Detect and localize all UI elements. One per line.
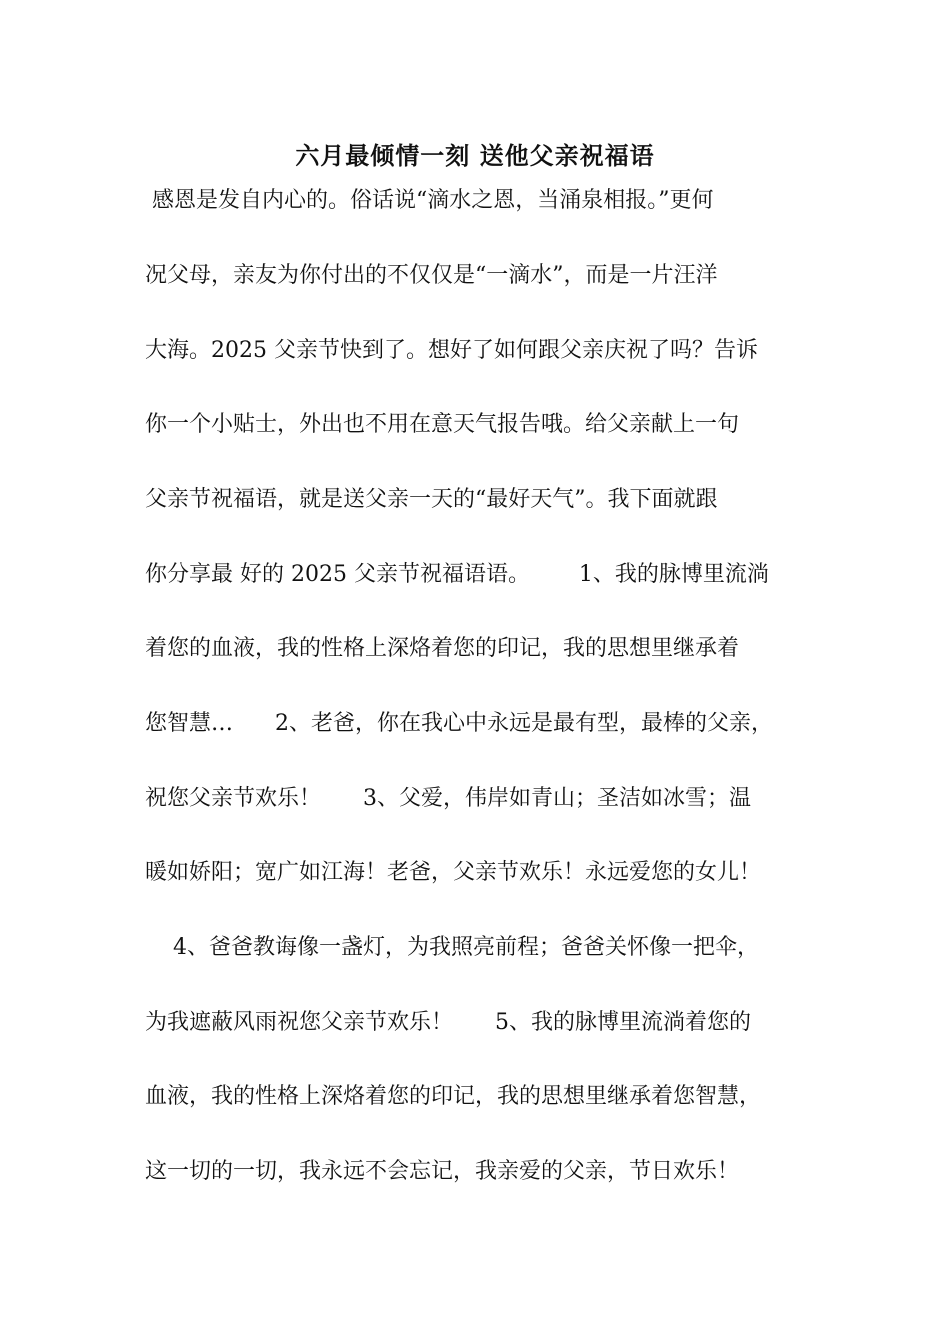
body-line-4: 你一个小贴士，外出也不用在意天气报告哦。给父亲献上一句 (145, 412, 740, 437)
body-line-2: 况父母，亲友为你付出的不仅仅是“一滴水”，而是一片汪洋 (145, 263, 718, 288)
body-line-3: 大海。2025 父亲节快到了。想好了如何跟父亲庆祝了吗？告诉 (145, 338, 758, 363)
body-line-12: 为我遮蔽风雨祝您父亲节欢乐！ 5、我的脉博里流淌着您的 (145, 1010, 751, 1035)
body-line-9: 祝您父亲节欢乐！ 3、父爱，伟岸如青山；圣洁如冰雪；温 (145, 786, 751, 811)
body-line-8: 您智慧… 2、老爸，你在我心中永远是最有型，最棒的父亲， (145, 711, 773, 736)
body-line-6: 你分享最 好的 2025 父亲节祝福语语。 1、我的脉博里流淌 (145, 562, 769, 587)
body-line-7: 着您的血液，我的性格上深烙着您的印记，我的思想里继承着 (145, 636, 740, 661)
body-line-1: 感恩是发自内心的。俗话说“滴水之恩，当涌泉相报。”更何 (145, 188, 714, 213)
body-line-13: 血液，我的性格上深烙着您的印记，我的思想里继承着您智慧， (145, 1084, 762, 1109)
body-line-10: 暖如娇阳；宽广如江海！老爸，父亲节欢乐！永远爱您的女儿！ (145, 860, 762, 885)
body-line-5: 父亲节祝福语，就是送父亲一天的“最好天气”。我下面就跟 (145, 487, 718, 512)
body-line-11: 4、爸爸教诲像一盏灯，为我照亮前程；爸爸关怀像一把伞， (145, 935, 759, 960)
body-line-14: 这一切的一切，我永远不会忘记，我亲爱的父亲，节日欢乐！ (145, 1159, 740, 1184)
document-title: 六月最倾情一刻 送他父亲祝福语 (295, 141, 655, 170)
